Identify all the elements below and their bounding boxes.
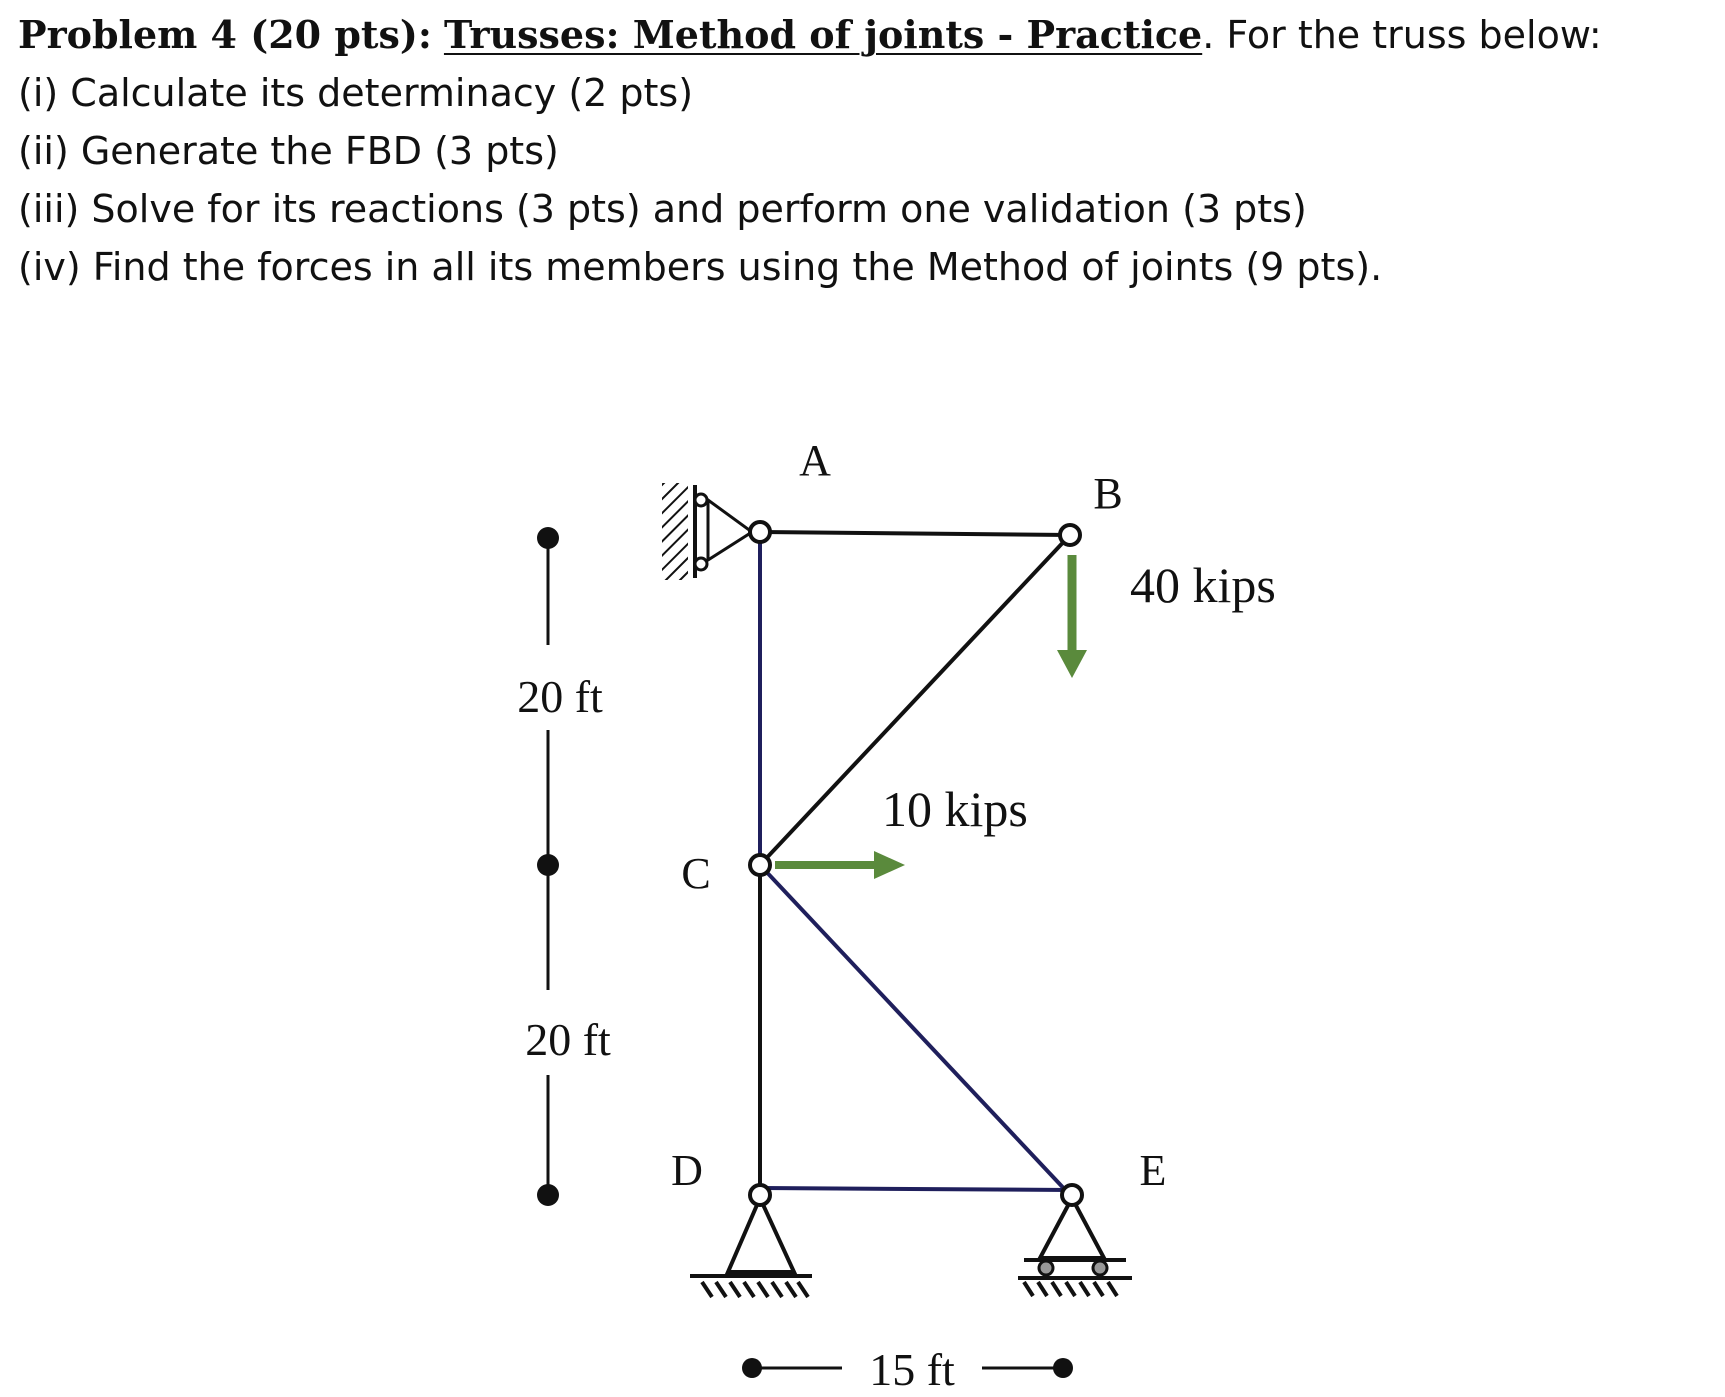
dimension-point-top: [537, 527, 559, 549]
joint-label-C: C: [681, 849, 711, 898]
task-item-3: (iii) Solve for its reactions (3 pts) and perform one validation (3 pts): [18, 187, 1307, 231]
joint-label-A: A: [799, 436, 831, 485]
load-40-kips-arrow: [1057, 555, 1087, 678]
load-label-10-kips: 10 kips: [882, 781, 1028, 837]
task-item-2: (ii) Generate the FBD (3 pts): [18, 129, 559, 173]
task-item-4: (iv) Find the forces in all its members using the Method of joints (9 pts).: [18, 245, 1383, 289]
load-label-40-kips: 40 kips: [1130, 557, 1276, 613]
joint-label-D: D: [671, 1146, 703, 1195]
dimension-label-upper: 20 ft: [517, 671, 603, 722]
task-item-1: (i) Calculate its determinacy (2 pts): [18, 71, 694, 115]
member-CE: [760, 865, 1070, 1195]
wall-hatch: [662, 483, 688, 580]
dimension-label-lower: 20 ft: [525, 1014, 611, 1065]
dimension-point-right: [1053, 1358, 1073, 1378]
load-10-kips-arrow: [775, 851, 905, 879]
joint-label-E: E: [1139, 1146, 1167, 1195]
joint-E: [1062, 1185, 1082, 1205]
member-DE: [760, 1188, 1070, 1190]
joint-D: [750, 1185, 770, 1205]
dimension-point-bottom: [537, 1184, 559, 1206]
support-D-pin: [690, 1198, 812, 1297]
joint-B: [1060, 525, 1080, 545]
support-A-roller: [662, 483, 752, 580]
joint-A: [750, 522, 770, 542]
dimension-label-horizontal: 15 ft: [869, 1344, 955, 1395]
vertical-dimension: [517, 527, 611, 1206]
problem-label: Problem 4 (20 pts):: [18, 12, 432, 57]
member-AB: [760, 532, 1070, 535]
joint-label-B: B: [1093, 469, 1123, 518]
support-E-roller: [1018, 1198, 1132, 1296]
problem-title: Trusses: Method of joints - Practice: [443, 12, 1203, 57]
problem-prompt: . For the truss below:: [1202, 13, 1602, 57]
horizontal-dimension: [742, 1344, 1073, 1395]
dimension-point-mid: [537, 854, 559, 876]
joint-C: [750, 855, 770, 875]
